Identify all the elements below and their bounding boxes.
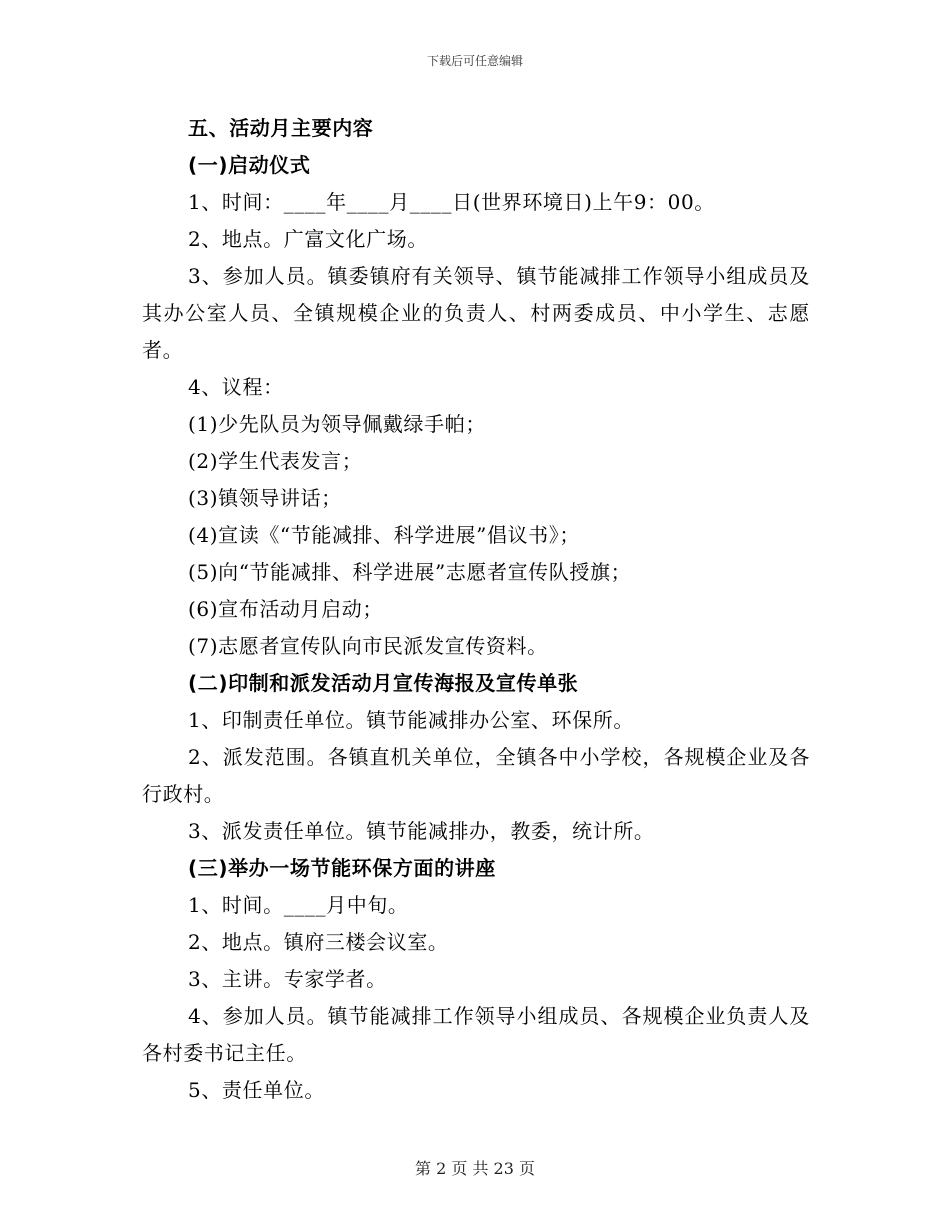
paragraph: 3、参加人员。镇委镇府有关领导、镇节能减排工作领导小组成员及其办公室人员、全镇规模企业的负责人、村两委成员、中小学生、志愿者。 xyxy=(142,264,810,362)
list-item: 1、时间。____月中旬。 xyxy=(188,893,409,917)
list-item: 5、责任单位。 xyxy=(188,1078,325,1102)
list-item: 1、时间：____年____月____日(世界环境日)上午9：00。 xyxy=(188,190,715,214)
subsection-heading: (一)启动仪式 xyxy=(188,153,311,177)
paragraph: 2、派发范围。各镇直机关单位，全镇各中小学校，各规模企业及各行政村。 xyxy=(142,745,810,806)
paragraph: 4、参加人员。镇节能减排工作领导小组成员、各规模企业负责人及各村委书记主任。 xyxy=(142,1004,810,1065)
list-item: 3、派发责任单位。镇节能减排办，教委，统计所。 xyxy=(188,819,655,843)
agenda-item: (2)学生代表发言； xyxy=(188,449,363,473)
list-item: 2、地点。广富文化广场。 xyxy=(188,227,428,251)
subsection-heading: (二)印制和派发活动月宣传海报及宣传单张 xyxy=(188,671,579,695)
list-item: 4、议程： xyxy=(188,375,284,399)
agenda-item: (3)镇领导讲话； xyxy=(188,486,342,510)
agenda-item: (6)宣布活动月启动； xyxy=(188,597,383,621)
page-footer: 第 2 页 共 23 页 xyxy=(415,1159,535,1178)
section-heading: 五、活动月主要内容 xyxy=(188,116,374,140)
agenda-item: (1)少先队员为领导佩戴绿手帕； xyxy=(188,412,486,436)
subsection-heading: (三)举办一场节能环保方面的讲座 xyxy=(188,856,496,880)
agenda-item: (4)宣读《“节能减排、科学进展”倡议书》； xyxy=(188,523,580,547)
document-body xyxy=(142,110,810,1109)
agenda-item: (5)向“节能减排、科学进展”志愿者宣传队授旗； xyxy=(188,560,632,584)
page-header: 下载后可任意编辑 xyxy=(426,54,523,68)
list-item: 3、主讲。专家学者。 xyxy=(188,967,387,991)
agenda-item: (7)志愿者宣传队向市民派发宣传资料。 xyxy=(188,634,548,658)
list-item: 1、印制责任单位。镇节能减排办公室、环保所。 xyxy=(188,708,634,732)
list-item: 2、地点。镇府三楼会议室。 xyxy=(188,930,449,954)
